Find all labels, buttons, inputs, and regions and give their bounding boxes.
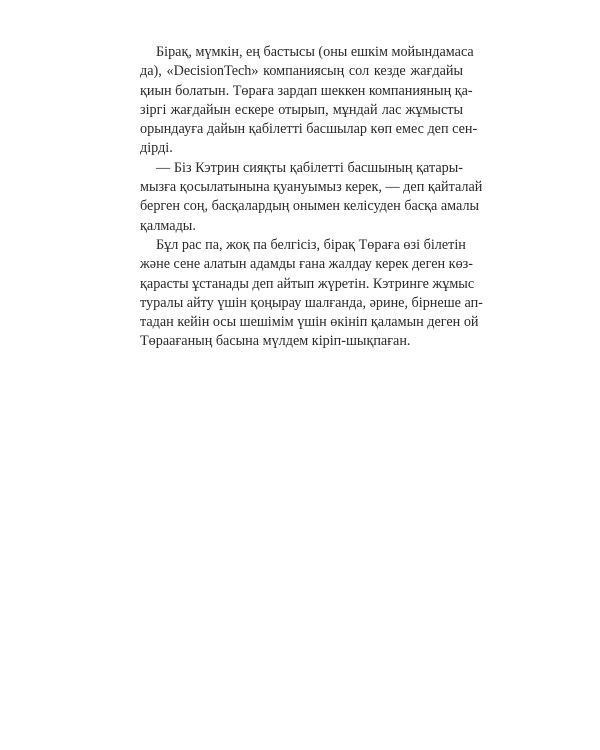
text-line: дірді.	[140, 140, 173, 157]
text-line: тадан кейін осы шешімім үшін өкініп қаламын деген ой	[140, 314, 479, 331]
text-line: берген соң, басқалардың онымен келісуден басқа амалы	[140, 198, 480, 215]
text-line: Бірақ, мүмкін, ең бастысы (оны ешкім мойындамаса	[156, 44, 474, 60]
text-line: да), «DecisionTech» компаниясың сол кезде жағдайы	[140, 63, 463, 80]
text-line: — Біз Кэтрин сияқты қабілетті басшының қатары-	[156, 159, 463, 176]
text-line: қиын болатын. Төраға зардап шеккен компанияның қа-	[140, 82, 473, 99]
text-line: Төраағаның басына мүлдем кіріп-шықпаған.	[140, 333, 411, 350]
text-line: Бұл рас па, жоқ па белгісіз, бірақ Төраға өзі білетін	[156, 236, 466, 253]
text-line: мызға қосылатынына қуануымыз керек, — деп қайталай	[140, 179, 483, 196]
text-line: орындауға дайын қабілетті басшылар көп емес деп сен-	[140, 121, 478, 138]
text-line: және сене алатын адамды ғана жалдау керек деген көз-	[140, 256, 473, 273]
text-line: қарасты ұстанады деп айтып жүретін. Кэтринге жұмыс	[140, 275, 475, 292]
text-line: зіргі жағдайын ескере отырып, мұндай лас жұмысты	[140, 101, 463, 118]
text-line: туралы айту үшін қоңырау шалғанда, әрине, бірнеше ап-	[140, 294, 483, 311]
text-line: қалмады.	[140, 217, 196, 234]
book-page-text	[140, 43, 483, 352]
